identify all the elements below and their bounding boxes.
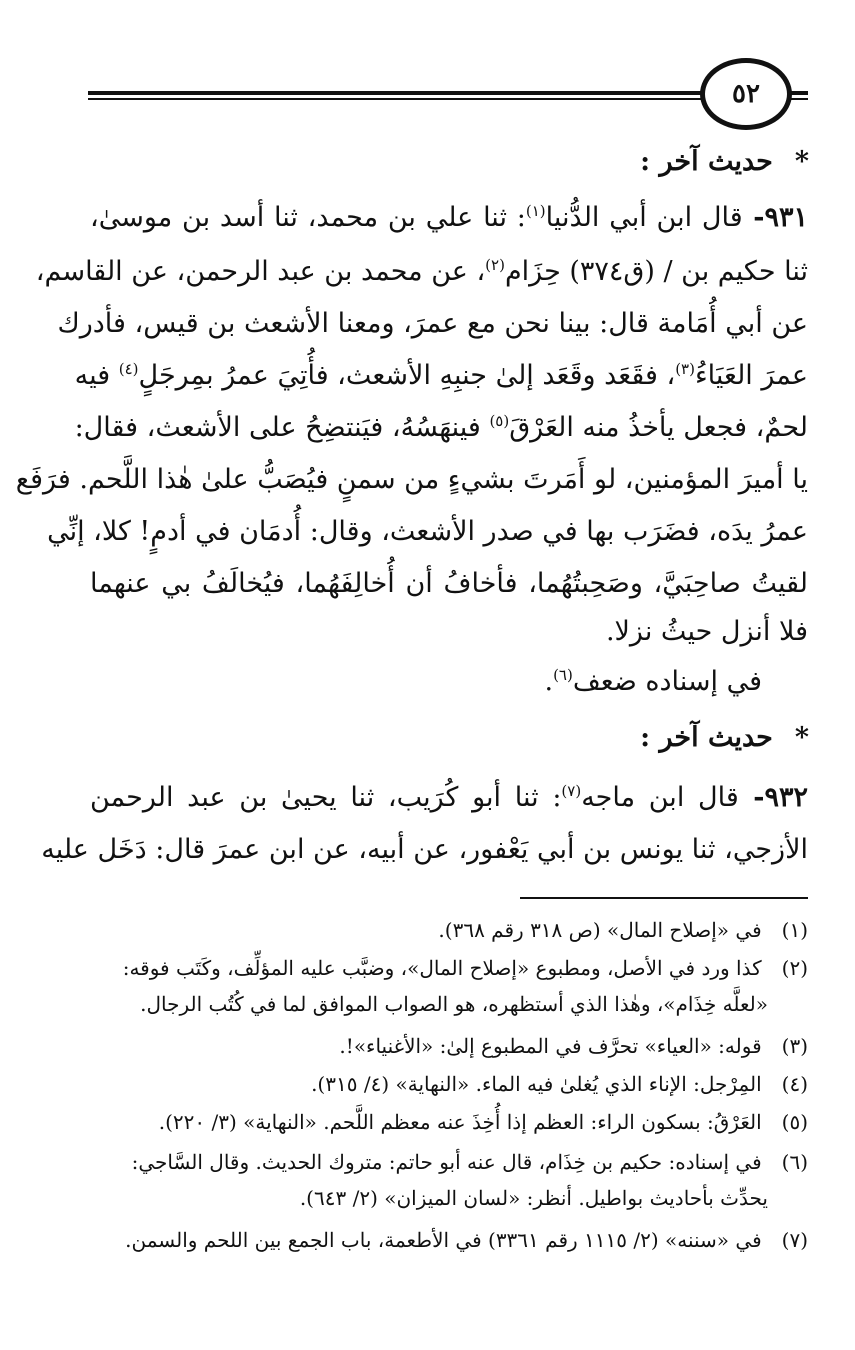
line-text: : ثنا علي بن محمد، ثنا أسد بن موسىٰ، [90, 202, 526, 233]
footnote-number: (٢) [781, 956, 808, 980]
footnote-ref: (٤) [118, 360, 139, 378]
footnote-continuation [95, 1182, 768, 1214]
footnote-text: في «إصلاح المال» (ص ٣١٨ رقم ٣٦٨). [438, 918, 762, 942]
footnote [95, 1030, 808, 1062]
line-text: ، عن محمد بن عبد الرحمن، عن القاسم، [35, 256, 486, 287]
footnote-ref: (٢) [485, 256, 505, 274]
footnote-text: قوله: «العياء» تحرَّف في المطبوع إلىٰ: «الأغنياء»!. [339, 1034, 762, 1058]
body-line [47, 512, 808, 552]
line-text: عمرَ العَيَاءُ [694, 360, 808, 391]
star-bullet: * [794, 722, 809, 753]
footnote [95, 914, 808, 946]
footnote-text: المِرْجل: الإناء الذي يُغلىٰ فيه الماء. «النهاية» (٤/ ٣١٥). [311, 1072, 762, 1096]
footnote-text: في «سننه» (٢/ ١١١٥ رقم ٣٣٦١) في الأطعمة، باب الجمع بين اللحم والسمن. [125, 1228, 762, 1252]
footnote-text: العَرْقُ: بسكون الراء: العظم إذا أُخِذَ عنه معظم اللَّحم. «النهاية» (٣/ ٢٢٠). [158, 1110, 762, 1134]
footnote [95, 952, 808, 984]
footnote-text: يحدِّث بأحاديث بواطيل. أنظر: «لسان الميزان» (٢/ ٦٤٣). [299, 1186, 768, 1210]
footnote-number: (٦) [781, 1150, 808, 1174]
line-text: فينهَسُهُ، فيَنتضِحُ على الأشعث، فقال: [74, 412, 490, 443]
body-line [90, 564, 808, 604]
footnote-number: (١) [781, 918, 808, 942]
page-number: ٥٢ [732, 79, 760, 109]
footnote-number: (٧) [781, 1228, 808, 1252]
body-line [35, 252, 808, 292]
body-line [74, 408, 808, 448]
section-heading [640, 718, 809, 758]
hadith-number: ٩٣١- [742, 202, 808, 233]
line-text: لقيتُ صاحِبَيَّ، وصَحِبتُهُما، فأخافُ أن أُخالِفَهُما، فيُخالَفُ بي عنهما [90, 568, 808, 599]
header-rule [88, 98, 718, 100]
body-line [90, 778, 808, 818]
star-bullet: * [794, 146, 809, 177]
footnote-number: (٣) [781, 1034, 808, 1058]
line-text: . [544, 666, 554, 697]
footnote-number: (٥) [781, 1110, 808, 1134]
footnote-ref: (٦) [553, 666, 573, 684]
body-line [90, 612, 808, 652]
line-text: قال ابن أبي الدُّنيا [545, 202, 743, 233]
line-text: عن أبي أُمَامة قال: بينا نحن مع عمرَ، ومعنا الأشعث بن قيس، فأدرك [57, 308, 808, 339]
footnote-ref: (٥) [489, 412, 510, 430]
body-line [41, 830, 808, 870]
line-text: في إسناده ضعف [572, 666, 762, 697]
page-number-badge [700, 58, 792, 130]
section-heading [640, 142, 809, 182]
line-text: : ثنا أبو كُرَيب، ثنا يحيىٰ بن عبد الرحمن [90, 782, 562, 813]
hadith-number: ٩٣٢- [738, 782, 808, 813]
footnote-ref: (١) [525, 202, 546, 220]
line-text: عمرُ يدَه، فضَرَب بها في صدر الأشعث، وقال: أُدمَان في أدمٍ! كلا، إنِّي [47, 516, 808, 547]
body-line [90, 662, 762, 702]
body-line [15, 460, 808, 500]
line-text: يا أميرَ المؤمنين، لو أَمَرتَ بشيءٍ من سمنٍ فيُصَبُّ علىٰ هٰذا اللَّحم. فرَفَع [15, 464, 808, 495]
footnote-text: كذا ورد في الأصل، ومطبوع «إصلاح المال»، وضبَّب عليه المؤلِّف، وكَتَب فوقه: [122, 956, 762, 980]
line-text: ثنا حكيم بن / (ق٣٧٤) حِزَام [504, 256, 808, 287]
header-rule [88, 91, 718, 95]
footnote-text: «لعلَّه خِذَام»، وهٰذا الذي أستظهره، هو الصواب الموافق لما في كُتُب الرجال. [140, 992, 768, 1016]
footnote-continuation [95, 988, 768, 1020]
line-text: ، فقَعَد وقَعَد إلىٰ جنبِهِ الأشعث، فأُتِيَ عمرُ بمِرجَلٍ [138, 360, 676, 391]
footnote-ref: (٣) [675, 360, 695, 378]
body-line [57, 304, 808, 344]
footnote-ref: (٧) [561, 782, 582, 800]
footnote [95, 1146, 808, 1178]
heading-text: حديث آخر : [640, 722, 773, 753]
line-text: الأزجي، ثنا يونس بن أبي يَعْفور، عن أبيه، عن ابن عمرَ قال: دَخَل عليه [41, 834, 808, 865]
footnote [95, 1224, 808, 1256]
footnote [95, 1106, 808, 1138]
line-text: قال ابن ماجه [581, 782, 739, 813]
heading-text: حديث آخر : [640, 146, 773, 177]
footnote-text: في إسناده: حكيم بن خِذَام، قال عنه أبو حاتم: متروك الحديث. وقال السَّاجي: [131, 1150, 762, 1174]
body-line [74, 356, 808, 396]
footnote [95, 1068, 808, 1100]
footnote-number: (٤) [781, 1072, 808, 1096]
line-text: لحمٌ، فجعل يأخذُ منه العَرْقَ [509, 412, 808, 443]
line-text: فلا أنزل حيثُ نزلا. [605, 616, 808, 647]
line-text: فيه [74, 360, 119, 391]
footnote-separator [520, 897, 808, 899]
body-line [90, 198, 808, 238]
